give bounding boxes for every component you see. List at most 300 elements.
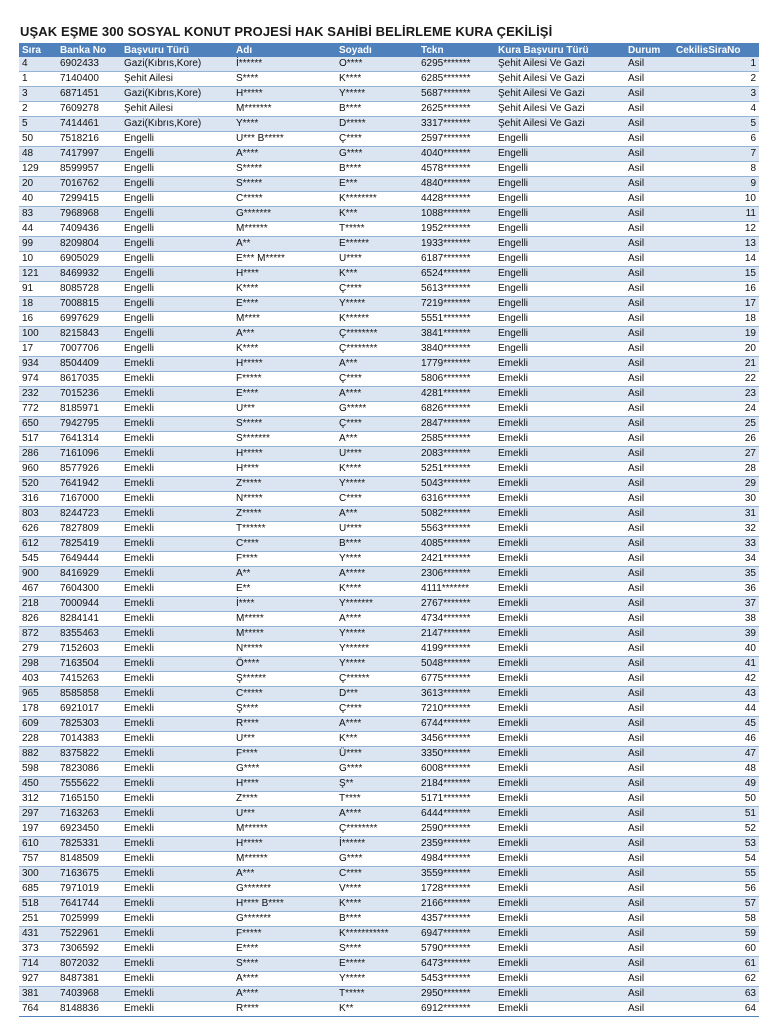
- cell-banka-no: 7649444: [57, 552, 121, 567]
- cell-tckn: 3559*******: [418, 867, 495, 882]
- cell-soyadi: U****: [336, 252, 418, 267]
- cell-soyadi: Ç****: [336, 372, 418, 387]
- cell-kura-basvuru-turu: Emekli: [495, 897, 625, 912]
- cell-soyadi: Y****: [336, 552, 418, 567]
- cell-soyadi: A****: [336, 612, 418, 627]
- cell-kura-basvuru-turu: Şehit Ailesi Ve Gazi: [495, 102, 625, 117]
- cell-soyadi: G*****: [336, 402, 418, 417]
- cell-adi: S****: [233, 72, 336, 87]
- cell-durum: Asil: [625, 297, 673, 312]
- table-row: [19, 507, 759, 522]
- cell-adi: H*****: [233, 447, 336, 462]
- header-col-tckn: Tckn: [421, 44, 444, 56]
- cell-kura-basvuru-turu: Engelli: [495, 342, 625, 357]
- cell-kura-basvuru-turu: Emekli: [495, 927, 625, 942]
- cell-banka-no: 8469932: [57, 267, 121, 282]
- cell-kura-basvuru-turu: Emekli: [495, 942, 625, 957]
- cell-sira: 48: [19, 147, 57, 162]
- cell-adi: M*****: [233, 612, 336, 627]
- cell-adi: F****: [233, 552, 336, 567]
- cell-tckn: 4578*******: [418, 162, 495, 177]
- cell-cekilis-sira-no: 16: [673, 282, 759, 297]
- cell-banka-no: 7015236: [57, 387, 121, 402]
- table-row: [19, 432, 759, 447]
- cell-durum: Asil: [625, 327, 673, 342]
- cell-banka-no: 7641314: [57, 432, 121, 447]
- cell-durum: Asil: [625, 552, 673, 567]
- cell-adi: G*******: [233, 207, 336, 222]
- cell-tckn: 6775*******: [418, 672, 495, 687]
- table-row: [19, 102, 759, 117]
- cell-cekilis-sira-no: 9: [673, 177, 759, 192]
- table-row: [19, 672, 759, 687]
- cell-banka-no: 6921017: [57, 702, 121, 717]
- cell-cekilis-sira-no: 15: [673, 267, 759, 282]
- cell-kura-basvuru-turu: Emekli: [495, 672, 625, 687]
- cell-cekilis-sira-no: 55: [673, 867, 759, 882]
- cell-basvuru-turu: Emekli: [121, 402, 233, 417]
- cell-banka-no: 8416929: [57, 567, 121, 582]
- cell-kura-basvuru-turu: Emekli: [495, 432, 625, 447]
- cell-cekilis-sira-no: 60: [673, 942, 759, 957]
- cell-adi: H****: [233, 777, 336, 792]
- cell-sira: 83: [19, 207, 57, 222]
- cell-banka-no: 7163504: [57, 657, 121, 672]
- cell-adi: E*** M*****: [233, 252, 336, 267]
- header-col-soyadi: Soyadı: [339, 44, 372, 56]
- cell-soyadi: D***: [336, 687, 418, 702]
- cell-adi: Ö****: [233, 657, 336, 672]
- cell-durum: Asil: [625, 987, 673, 1002]
- cell-sira: 612: [19, 537, 57, 552]
- cell-sira: 2: [19, 102, 57, 117]
- cell-banka-no: 7140400: [57, 72, 121, 87]
- cell-cekilis-sira-no: 6: [673, 132, 759, 147]
- cell-tckn: 2585*******: [418, 432, 495, 447]
- cell-sira: 218: [19, 597, 57, 612]
- cell-tckn: 2767*******: [418, 597, 495, 612]
- cell-durum: Asil: [625, 177, 673, 192]
- cell-basvuru-turu: Emekli: [121, 852, 233, 867]
- cell-cekilis-sira-no: 12: [673, 222, 759, 237]
- cell-basvuru-turu: Emekli: [121, 642, 233, 657]
- table-row: [19, 597, 759, 612]
- cell-tckn: 4984*******: [418, 852, 495, 867]
- cell-sira: 764: [19, 1002, 57, 1017]
- cell-cekilis-sira-no: 25: [673, 417, 759, 432]
- cell-soyadi: K****: [336, 462, 418, 477]
- table-row: [19, 57, 759, 72]
- cell-kura-basvuru-turu: Emekli: [495, 372, 625, 387]
- table-row: [19, 462, 759, 477]
- cell-basvuru-turu: Emekli: [121, 597, 233, 612]
- cell-tckn: 1779*******: [418, 357, 495, 372]
- cell-basvuru-turu: Engelli: [121, 282, 233, 297]
- cell-sira: 232: [19, 387, 57, 402]
- cell-soyadi: U****: [336, 522, 418, 537]
- cell-tckn: 3317*******: [418, 117, 495, 132]
- cell-durum: Asil: [625, 522, 673, 537]
- cell-sira: 99: [19, 237, 57, 252]
- cell-soyadi: İ******: [336, 837, 418, 852]
- header-col-kura-basvuru-turu: Kura Başvuru Türü: [498, 44, 589, 56]
- cell-basvuru-turu: Engelli: [121, 312, 233, 327]
- table-row: [19, 657, 759, 672]
- cell-tckn: 5687*******: [418, 87, 495, 102]
- cell-cekilis-sira-no: 35: [673, 567, 759, 582]
- cell-adi: M*******: [233, 102, 336, 117]
- cell-banka-no: 8375822: [57, 747, 121, 762]
- cell-cekilis-sira-no: 20: [673, 342, 759, 357]
- cell-sira: 520: [19, 477, 57, 492]
- cell-soyadi: Y*****: [336, 87, 418, 102]
- cell-banka-no: 7968968: [57, 207, 121, 222]
- cell-cekilis-sira-no: 2: [673, 72, 759, 87]
- cell-durum: Asil: [625, 57, 673, 72]
- cell-basvuru-turu: Şehit Ailesi: [121, 102, 233, 117]
- cell-cekilis-sira-no: 63: [673, 987, 759, 1002]
- cell-basvuru-turu: Emekli: [121, 432, 233, 447]
- cell-durum: Asil: [625, 702, 673, 717]
- cell-kura-basvuru-turu: Emekli: [495, 912, 625, 927]
- table-row: [19, 837, 759, 852]
- cell-durum: Asil: [625, 852, 673, 867]
- table-row: [19, 882, 759, 897]
- cell-sira: 17: [19, 342, 57, 357]
- cell-durum: Asil: [625, 432, 673, 447]
- cell-basvuru-turu: Emekli: [121, 582, 233, 597]
- table-row: [19, 1002, 759, 1017]
- cell-tckn: 5251*******: [418, 462, 495, 477]
- cell-sira: 373: [19, 942, 57, 957]
- cell-durum: Asil: [625, 72, 673, 87]
- cell-durum: Asil: [625, 192, 673, 207]
- cell-cekilis-sira-no: 7: [673, 147, 759, 162]
- cell-banka-no: 7163263: [57, 807, 121, 822]
- cell-basvuru-turu: Engelli: [121, 132, 233, 147]
- cell-durum: Asil: [625, 747, 673, 762]
- cell-kura-basvuru-turu: Engelli: [495, 162, 625, 177]
- table-row: [19, 927, 759, 942]
- cell-sira: 965: [19, 687, 57, 702]
- cell-basvuru-turu: Emekli: [121, 927, 233, 942]
- cell-durum: Asil: [625, 357, 673, 372]
- cell-cekilis-sira-no: 24: [673, 402, 759, 417]
- table-row: [19, 627, 759, 642]
- cell-sira: 279: [19, 642, 57, 657]
- cell-sira: 121: [19, 267, 57, 282]
- cell-sira: 882: [19, 747, 57, 762]
- table-row: [19, 792, 759, 807]
- cell-cekilis-sira-no: 19: [673, 327, 759, 342]
- cell-banka-no: 6997629: [57, 312, 121, 327]
- cell-adi: H*****: [233, 357, 336, 372]
- cell-soyadi: Y*****: [336, 477, 418, 492]
- cell-adi: F****: [233, 747, 336, 762]
- cell-basvuru-turu: Engelli: [121, 327, 233, 342]
- cell-tckn: 7210*******: [418, 702, 495, 717]
- cell-durum: Asil: [625, 882, 673, 897]
- cell-banka-no: 8148836: [57, 1002, 121, 1017]
- cell-adi: Z****: [233, 792, 336, 807]
- cell-banka-no: 7641942: [57, 477, 121, 492]
- cell-basvuru-turu: Emekli: [121, 537, 233, 552]
- cell-tckn: 6473*******: [418, 957, 495, 972]
- cell-kura-basvuru-turu: Engelli: [495, 327, 625, 342]
- cell-banka-no: 7825419: [57, 537, 121, 552]
- table-header-row: [19, 43, 759, 57]
- cell-durum: Asil: [625, 372, 673, 387]
- cell-adi: U***: [233, 402, 336, 417]
- cell-cekilis-sira-no: 37: [673, 597, 759, 612]
- cell-adi: A***: [233, 867, 336, 882]
- cell-sira: 312: [19, 792, 57, 807]
- cell-banka-no: 7414461: [57, 117, 121, 132]
- cell-banka-no: 7403968: [57, 987, 121, 1002]
- cell-soyadi: S****: [336, 942, 418, 957]
- cell-adi: C****: [233, 537, 336, 552]
- cell-banka-no: 7417997: [57, 147, 121, 162]
- cell-tckn: 5043*******: [418, 477, 495, 492]
- cell-banka-no: 8284141: [57, 612, 121, 627]
- cell-kura-basvuru-turu: Emekli: [495, 687, 625, 702]
- cell-kura-basvuru-turu: Emekli: [495, 792, 625, 807]
- cell-adi: Y****: [233, 117, 336, 132]
- cell-sira: 431: [19, 927, 57, 942]
- cell-durum: Asil: [625, 237, 673, 252]
- table-row: [19, 552, 759, 567]
- cell-sira: 598: [19, 762, 57, 777]
- cell-basvuru-turu: Emekli: [121, 762, 233, 777]
- cell-durum: Asil: [625, 942, 673, 957]
- cell-kura-basvuru-turu: Emekli: [495, 807, 625, 822]
- cell-durum: Asil: [625, 927, 673, 942]
- cell-kura-basvuru-turu: Emekli: [495, 642, 625, 657]
- cell-soyadi: K***********: [336, 927, 418, 942]
- cell-tckn: 7219*******: [418, 297, 495, 312]
- cell-durum: Asil: [625, 447, 673, 462]
- cell-sira: 450: [19, 777, 57, 792]
- cell-soyadi: Y*******: [336, 597, 418, 612]
- cell-kura-basvuru-turu: Emekli: [495, 717, 625, 732]
- cell-adi: M******: [233, 222, 336, 237]
- cell-sira: 20: [19, 177, 57, 192]
- cell-basvuru-turu: Gazi(Kıbrıs,Kore): [121, 117, 233, 132]
- table-row: [19, 87, 759, 102]
- cell-adi: S*******: [233, 432, 336, 447]
- cell-sira: 50: [19, 132, 57, 147]
- cell-sira: 3: [19, 87, 57, 102]
- cell-basvuru-turu: Emekli: [121, 657, 233, 672]
- cell-adi: M*****: [233, 627, 336, 642]
- table-row: [19, 537, 759, 552]
- cell-cekilis-sira-no: 36: [673, 582, 759, 597]
- cell-kura-basvuru-turu: Emekli: [495, 822, 625, 837]
- cell-durum: Asil: [625, 87, 673, 102]
- cell-soyadi: Ü****: [336, 747, 418, 762]
- cell-soyadi: T****: [336, 792, 418, 807]
- cell-basvuru-turu: Emekli: [121, 687, 233, 702]
- cell-cekilis-sira-no: 38: [673, 612, 759, 627]
- cell-kura-basvuru-turu: Emekli: [495, 957, 625, 972]
- table-row: [19, 987, 759, 1002]
- cell-cekilis-sira-no: 53: [673, 837, 759, 852]
- cell-soyadi: Ç********: [336, 342, 418, 357]
- cell-tckn: 4085*******: [418, 537, 495, 552]
- cell-durum: Asil: [625, 1002, 673, 1017]
- cell-tckn: 4734*******: [418, 612, 495, 627]
- cell-basvuru-turu: Emekli: [121, 807, 233, 822]
- cell-banka-no: 7165150: [57, 792, 121, 807]
- cell-kura-basvuru-turu: Emekli: [495, 777, 625, 792]
- cell-sira: 5: [19, 117, 57, 132]
- cell-basvuru-turu: Engelli: [121, 192, 233, 207]
- cell-basvuru-turu: Emekli: [121, 702, 233, 717]
- cell-tckn: 2950*******: [418, 987, 495, 1002]
- table-row: [19, 807, 759, 822]
- cell-adi: A****: [233, 972, 336, 987]
- table-row: [19, 822, 759, 837]
- cell-basvuru-turu: Emekli: [121, 942, 233, 957]
- header-col-cekilis-sira-no: CekilisSiraNo: [676, 44, 741, 56]
- cell-tckn: 6187*******: [418, 252, 495, 267]
- table-row: [19, 912, 759, 927]
- cell-tckn: 5613*******: [418, 282, 495, 297]
- table-row: [19, 222, 759, 237]
- cell-basvuru-turu: Engelli: [121, 222, 233, 237]
- cell-kura-basvuru-turu: Emekli: [495, 507, 625, 522]
- cell-sira: 900: [19, 567, 57, 582]
- table-row: [19, 942, 759, 957]
- table-row: [19, 492, 759, 507]
- cell-durum: Asil: [625, 792, 673, 807]
- cell-durum: Asil: [625, 732, 673, 747]
- cell-durum: Asil: [625, 972, 673, 987]
- table-row: [19, 852, 759, 867]
- cell-basvuru-turu: Emekli: [121, 822, 233, 837]
- cell-banka-no: 7609278: [57, 102, 121, 117]
- cell-adi: E**: [233, 582, 336, 597]
- cell-cekilis-sira-no: 57: [673, 897, 759, 912]
- cell-banka-no: 8487381: [57, 972, 121, 987]
- cell-banka-no: 6871451: [57, 87, 121, 102]
- cell-durum: Asil: [625, 462, 673, 477]
- cell-tckn: 2359*******: [418, 837, 495, 852]
- cell-sira: 316: [19, 492, 57, 507]
- cell-cekilis-sira-no: 54: [673, 852, 759, 867]
- cell-soyadi: Y*****: [336, 657, 418, 672]
- cell-tckn: 4281*******: [418, 387, 495, 402]
- cell-kura-basvuru-turu: Engelli: [495, 222, 625, 237]
- cell-durum: Asil: [625, 777, 673, 792]
- cell-tckn: 4111*******: [418, 582, 495, 597]
- cell-tckn: 2083*******: [418, 447, 495, 462]
- cell-cekilis-sira-no: 13: [673, 237, 759, 252]
- cell-basvuru-turu: Emekli: [121, 867, 233, 882]
- cell-sira: 685: [19, 882, 57, 897]
- cell-durum: Asil: [625, 402, 673, 417]
- cell-kura-basvuru-turu: Engelli: [495, 237, 625, 252]
- cell-adi: H****: [233, 462, 336, 477]
- cell-cekilis-sira-no: 21: [673, 357, 759, 372]
- table-row: [19, 387, 759, 402]
- cell-soyadi: E******: [336, 237, 418, 252]
- cell-cekilis-sira-no: 43: [673, 687, 759, 702]
- cell-kura-basvuru-turu: Emekli: [495, 702, 625, 717]
- cell-durum: Asil: [625, 207, 673, 222]
- cell-tckn: 5048*******: [418, 657, 495, 672]
- table-row: [19, 417, 759, 432]
- cell-adi: İ****: [233, 597, 336, 612]
- cell-banka-no: 7299415: [57, 192, 121, 207]
- cell-tckn: 5453*******: [418, 972, 495, 987]
- cell-durum: Asil: [625, 807, 673, 822]
- cell-tckn: 3350*******: [418, 747, 495, 762]
- cell-soyadi: C****: [336, 867, 418, 882]
- cell-sira: 714: [19, 957, 57, 972]
- cell-basvuru-turu: Gazi(Kıbrıs,Kore): [121, 87, 233, 102]
- cell-cekilis-sira-no: 27: [673, 447, 759, 462]
- cell-basvuru-turu: Emekli: [121, 732, 233, 747]
- cell-adi: H*****: [233, 87, 336, 102]
- cell-cekilis-sira-no: 58: [673, 912, 759, 927]
- cell-adi: R****: [233, 1002, 336, 1017]
- cell-cekilis-sira-no: 10: [673, 192, 759, 207]
- cell-durum: Asil: [625, 222, 673, 237]
- cell-kura-basvuru-turu: Emekli: [495, 732, 625, 747]
- table-row: [19, 732, 759, 747]
- cell-banka-no: 8504409: [57, 357, 121, 372]
- cell-soyadi: Ş**: [336, 777, 418, 792]
- cell-sira: 300: [19, 867, 57, 882]
- cell-kura-basvuru-turu: Emekli: [495, 882, 625, 897]
- cell-basvuru-turu: Şehit Ailesi: [121, 72, 233, 87]
- header-col-basvuru-turu: Başvuru Türü: [124, 44, 190, 56]
- cell-cekilis-sira-no: 39: [673, 627, 759, 642]
- cell-sira: 286: [19, 447, 57, 462]
- cell-sira: 467: [19, 582, 57, 597]
- cell-soyadi: A***: [336, 432, 418, 447]
- cell-cekilis-sira-no: 11: [673, 207, 759, 222]
- cell-sira: 517: [19, 432, 57, 447]
- cell-adi: G*******: [233, 882, 336, 897]
- cell-kura-basvuru-turu: Emekli: [495, 492, 625, 507]
- cell-tckn: 4840*******: [418, 177, 495, 192]
- cell-basvuru-turu: Emekli: [121, 672, 233, 687]
- cell-adi: K****: [233, 282, 336, 297]
- table-row: [19, 282, 759, 297]
- cell-cekilis-sira-no: 33: [673, 537, 759, 552]
- cell-sira: 974: [19, 372, 57, 387]
- cell-tckn: 4199*******: [418, 642, 495, 657]
- cell-durum: Asil: [625, 837, 673, 852]
- cell-tckn: 2597*******: [418, 132, 495, 147]
- cell-durum: Asil: [625, 582, 673, 597]
- cell-durum: Asil: [625, 762, 673, 777]
- cell-cekilis-sira-no: 17: [673, 297, 759, 312]
- cell-banka-no: 7409436: [57, 222, 121, 237]
- cell-sira: 610: [19, 837, 57, 852]
- header-col-durum: Durum: [628, 44, 661, 56]
- cell-cekilis-sira-no: 32: [673, 522, 759, 537]
- cell-basvuru-turu: Emekli: [121, 837, 233, 852]
- table-row: [19, 747, 759, 762]
- cell-soyadi: G****: [336, 852, 418, 867]
- cell-tckn: 2847*******: [418, 417, 495, 432]
- cell-adi: A**: [233, 567, 336, 582]
- cell-basvuru-turu: Emekli: [121, 627, 233, 642]
- cell-adi: G****: [233, 762, 336, 777]
